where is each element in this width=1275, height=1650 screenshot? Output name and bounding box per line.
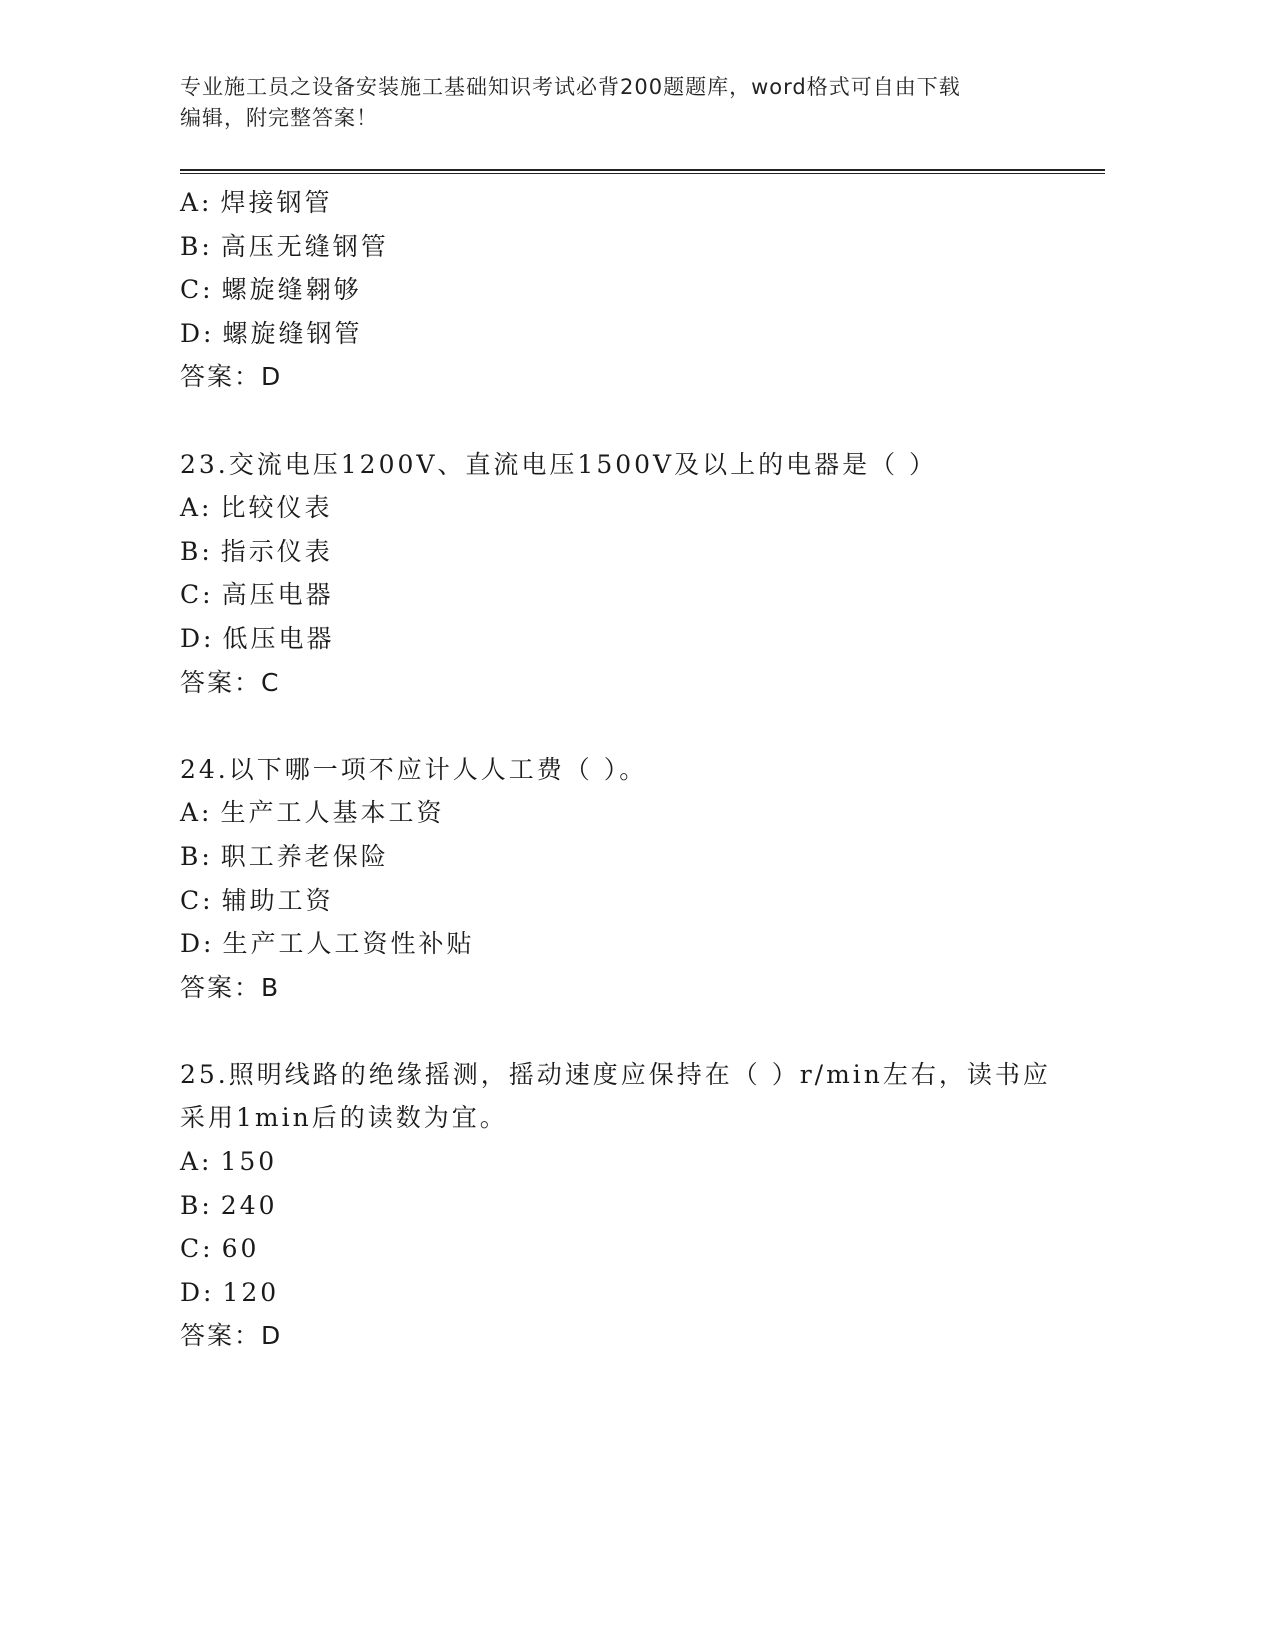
option-label: C:: [180, 885, 214, 915]
answer-text: 答案：C: [180, 667, 281, 697]
option-d: [180, 1271, 1080, 1315]
option-c: [180, 879, 1080, 923]
option-text: 比较仪表: [220, 493, 333, 523]
spacer: [180, 1009, 1080, 1053]
question-text-line-1: 25.照明线路的绝缘摇测，摇动速度应保持在（ ）r/min左右，读书应: [180, 1059, 1051, 1089]
option-text: 焊接钢管: [220, 188, 333, 217]
answer-text: 答案：D: [180, 362, 283, 392]
option-label: D:: [180, 623, 215, 653]
option-label: C:: [180, 580, 214, 610]
question-text: 24.以下哪一项不应计人人工费（ ）。: [180, 754, 648, 784]
option-text: 螺旋缝钢管: [222, 318, 363, 348]
question-22: [180, 181, 1080, 399]
question-text-line-2: 采用1min后的读数为宜。: [180, 1103, 508, 1133]
document-header: [180, 72, 1040, 134]
option-b: [180, 835, 1080, 879]
option-a: [180, 1140, 1080, 1184]
option-text: 高压无缝钢管: [220, 231, 389, 261]
option-c: [180, 1227, 1080, 1271]
question-list: [180, 181, 1080, 1358]
option-a: [180, 791, 1080, 835]
option-label: C:: [180, 1234, 214, 1264]
question-25: [180, 1053, 1080, 1358]
option-a: [180, 486, 1080, 530]
option-d: [180, 922, 1080, 966]
option-label: A:: [180, 493, 213, 523]
question-text: 23.交流电压1200V、直流电压1500V及以上的电器是（ ）: [180, 449, 938, 479]
option-text: 低压电器: [222, 623, 335, 653]
option-a: [180, 181, 1080, 225]
question-23: [180, 443, 1080, 705]
option-c: [180, 573, 1080, 617]
option-label: B:: [180, 536, 213, 566]
option-text: 辅助工资: [221, 885, 334, 915]
option-text: 150: [220, 1147, 278, 1177]
question-24: [180, 748, 1080, 1010]
option-text: 60: [221, 1234, 260, 1264]
option-label: B:: [180, 1190, 213, 1220]
option-label: C:: [180, 275, 214, 305]
option-label: B:: [180, 841, 213, 871]
option-text: 指示仪表: [220, 536, 333, 566]
option-text: 240: [220, 1190, 278, 1220]
option-b: [180, 225, 1080, 269]
option-text: 生产工人工资性补贴: [222, 929, 475, 959]
option-text: 生产工人基本工资: [220, 798, 445, 828]
option-text: 120: [222, 1277, 280, 1307]
spacer: [180, 399, 1080, 443]
header-line-1: 专业施工员之设备安装施工基础知识考试必背200题题库，word格式可自由下载: [180, 75, 961, 99]
option-b: [180, 1184, 1080, 1228]
option-b: [180, 530, 1080, 574]
header-line-2: 编辑，附完整答案！: [180, 106, 378, 130]
option-label: A:: [180, 188, 213, 217]
option-label: B:: [180, 231, 213, 261]
option-text: 职工养老保险: [220, 841, 389, 871]
answer-text: 答案：B: [180, 972, 281, 1002]
option-text: 高压电器: [221, 580, 334, 610]
option-text: 螺旋缝翱够: [221, 275, 362, 305]
option-label: D:: [180, 318, 215, 348]
option-label: A:: [180, 798, 213, 828]
option-d: [180, 617, 1080, 661]
option-label: A:: [180, 1147, 213, 1177]
option-label: D:: [180, 929, 215, 959]
option-d: [180, 312, 1080, 356]
answer-text: 答案：D: [180, 1321, 283, 1351]
option-c: [180, 268, 1080, 312]
spacer: [180, 704, 1080, 748]
option-label: D:: [180, 1277, 215, 1307]
header-divider: [180, 169, 1105, 174]
